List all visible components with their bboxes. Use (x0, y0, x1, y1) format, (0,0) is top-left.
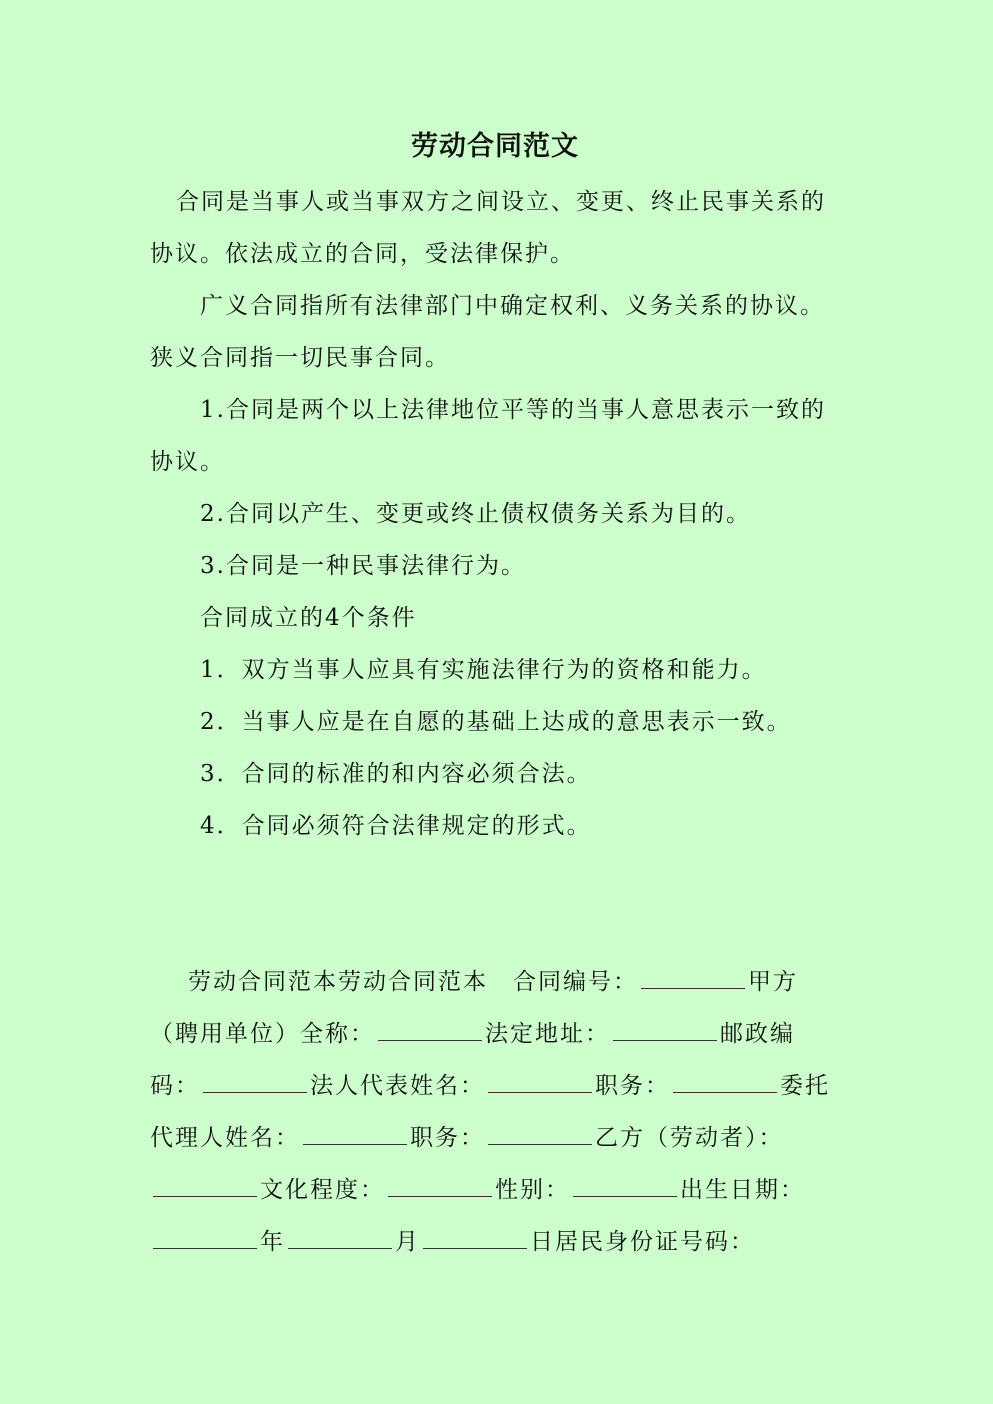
gender-blank (573, 1178, 677, 1197)
party-b-name-blank (153, 1178, 257, 1197)
month-label: 月 (395, 1229, 420, 1255)
document-title: 劳动合同范文 (411, 131, 579, 162)
birth-label: 出生日期： (680, 1177, 805, 1203)
position-label: 职务： (595, 1073, 670, 1099)
postcode-blank (203, 1074, 307, 1093)
legal-rep-label: 法人代表姓名： (310, 1073, 485, 1099)
feature-item: 2.合同以产生、变更或终止债权债务关系为目的。 (200, 501, 751, 527)
agent-label: 委托代理人姓名： (150, 1073, 830, 1151)
agent-position-blank (488, 1126, 592, 1145)
condition-item: 2．当事人应是在自愿的基础上达成的意思表示一致。 (200, 709, 792, 735)
form-lead: 劳动合同范本劳动合同范本 合同编号： (188, 969, 638, 995)
agent-name-blank (303, 1126, 407, 1145)
section-gap (150, 852, 840, 956)
party-b-label: 乙方（劳动者）： (595, 1125, 784, 1151)
condition-item: 3．合同的标准的和内容必须合法。 (200, 761, 592, 787)
feature-item: 1.合同是两个以上法律地位平等的当事人意思表示一致的协议。 (150, 397, 826, 475)
postcode-label: 邮政编码： (150, 1021, 795, 1099)
gender-label: 性别： (495, 1177, 570, 1203)
education-label: 文化程度： (260, 1177, 385, 1203)
contract-number-blank (641, 970, 745, 989)
party-a-label: 甲方（聘用单位）全称： (150, 969, 798, 1047)
legal-rep-blank (488, 1074, 592, 1093)
legal-address-blank (613, 1022, 717, 1041)
legal-address-label: 法定地址： (485, 1021, 610, 1047)
birth-month-blank (288, 1230, 392, 1249)
position-blank (673, 1074, 777, 1093)
intro-paragraph-1: 合同是当事人或当事双方之间设立、变更、终止民事关系的协议。依法成立的合同，受法律保护。 (150, 189, 826, 267)
year-label: 年 (260, 1229, 285, 1255)
intro-paragraph-2: 广义合同指所有法律部门中确定权利、义务关系的协议。狭义合同指一切民事合同。 (150, 293, 825, 371)
day-id-label: 日居民身份证号码： (530, 1229, 755, 1255)
condition-item: 1．双方当事人应具有实施法律行为的资格和能力。 (200, 657, 767, 683)
condition-item: 4．合同必须符合法律规定的形式。 (200, 813, 592, 839)
feature-item: 3.合同是一种民事法律行为。 (200, 553, 526, 579)
education-blank (388, 1178, 492, 1197)
conditions-heading: 合同成立的4个条件 (200, 605, 417, 631)
birth-day-blank (423, 1230, 527, 1249)
agent-position-label: 职务： (410, 1125, 485, 1151)
document-page (150, 126, 840, 1268)
party-a-name-blank (378, 1022, 482, 1041)
contract-form-paragraph (150, 956, 840, 1268)
birth-year-blank (153, 1230, 257, 1249)
